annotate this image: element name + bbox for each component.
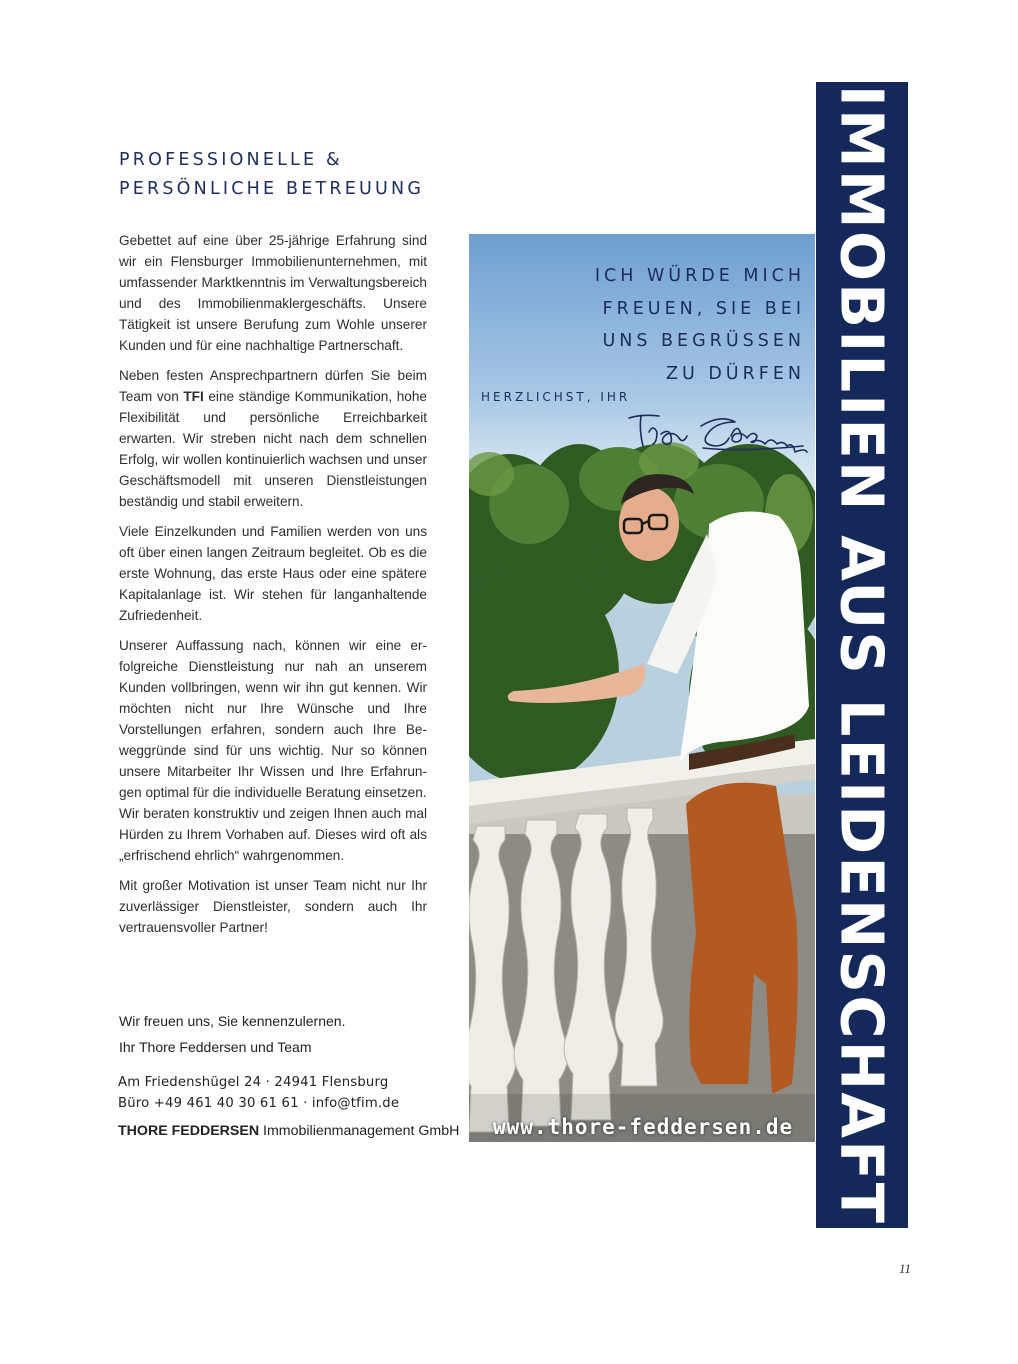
website-link[interactable]: www.thore-feddersen.de: [493, 1115, 794, 1139]
page-number: 11: [899, 1261, 912, 1276]
greeting-line-1: ICH WÜRDE MICH: [594, 266, 805, 286]
paragraph-team: Neben festen Ansprechpartnern dürfen Sie beim Team von TFI eine ständige Kommunikation, hohe Flexibilität und persönliche Erreichbarkeit erwarten. Wir streben nicht nach dem schnellen Erfolg, wir wollen kontinuierlich wachsen und unser Geschäftsmodell mit unseren Dienstleistungen beständig und stabil erweitern.: [119, 368, 427, 509]
greeting-text: [595, 260, 805, 390]
greeting-line-3: UNS BEGRÜSSEN: [602, 331, 805, 351]
paragraph-motivation: Mit großer Motivation ist unser Team nicht nur Ihr zuverlässiger Dienstleister, sondern auch Ihr vertrauensvoller Partner!: [119, 878, 427, 935]
heading-line-1: PROFESSIONELLE &: [119, 150, 343, 170]
brand-tfi: TFI: [183, 389, 204, 404]
paragraph-customers: Viele Einzelkunden und Familien werden von uns oft über einen langen Zeitraum begleitet. Ob es die erste Wohnung, das erste Haus oder eine spätere Kapitalanlage ist. Wir stehen für langanhaltende Zufriedenheit.: [119, 524, 427, 623]
paragraph-honesty: Wir beraten konstruktiv und zeigen Ihnen auch mal Hürden zu Ihrem Vorhaben auf. Dieses wird oft als „erfrischend ehrlich“ wahrgenommen.: [119, 806, 427, 863]
greeting-line-4: ZU DÜRFEN: [665, 363, 805, 384]
handwritten-signature: [627, 408, 813, 454]
paragraph-approach: Unserer Auffassung nach, können wir eine erfolgreiche Dienstleistung nur nah an unserem Kunden vollbringen, wenn wir ihn gut kennen. Wir möchten nicht nur Ihre Wünsche und Ihre Vorstellungen erfahren, sondern auch Ihre Beweggründe sind für uns wichtig. Nur so können unsere Mitarbeiter Ihr Wissen und Ihre Erfahrungen optimal für die individuelle Beratung einsetzen.: [119, 638, 427, 800]
paragraph-experience: Gebettet auf eine über 25-jährige Erfahrung sind wir ein Flensburger Immobilienunternehmen, mit umfassender Marktkenntnis im Verwaltungsbereich und des Immobilienmaklergeschäfts. Unsere Tätigkeit ist unsere Berufung zum Wohle unserer Kunden und für eine nachhaltige Partnerschaft.: [119, 233, 427, 353]
side-title-bar: [816, 82, 908, 1228]
address-street: Am Friedenshügel 24 · 24941 Flensburg: [118, 1075, 389, 1090]
company-suffix: Immobilienmanagement GmbH: [259, 1123, 460, 1139]
side-title: IMMOBILIEN AUS LEIDENSCHAFT: [827, 84, 897, 1226]
closing-line-2: Ihr Thore Feddersen und Team: [119, 1039, 312, 1055]
closing: [119, 1008, 449, 1060]
portrait-photo: [469, 234, 815, 1142]
greeting-line-2: FREUEN, SIE BEI: [602, 298, 805, 319]
heading-line-2: PERSÖNLICHE BETREUUNG: [119, 179, 425, 199]
regards-text: HERZLICHST, IHR: [481, 390, 631, 404]
body-text: [119, 230, 427, 947]
closing-line-1: Wir freuen uns, Sie kennenzulernen.: [119, 1013, 346, 1029]
address-block: [118, 1072, 458, 1114]
section-heading: [119, 146, 459, 204]
company-name: [118, 1123, 459, 1139]
company-owner: THORE FEDDERSEN: [118, 1123, 260, 1139]
address-contact: Büro +49 461 40 30 61 61 · info@tfim.de: [118, 1096, 400, 1111]
